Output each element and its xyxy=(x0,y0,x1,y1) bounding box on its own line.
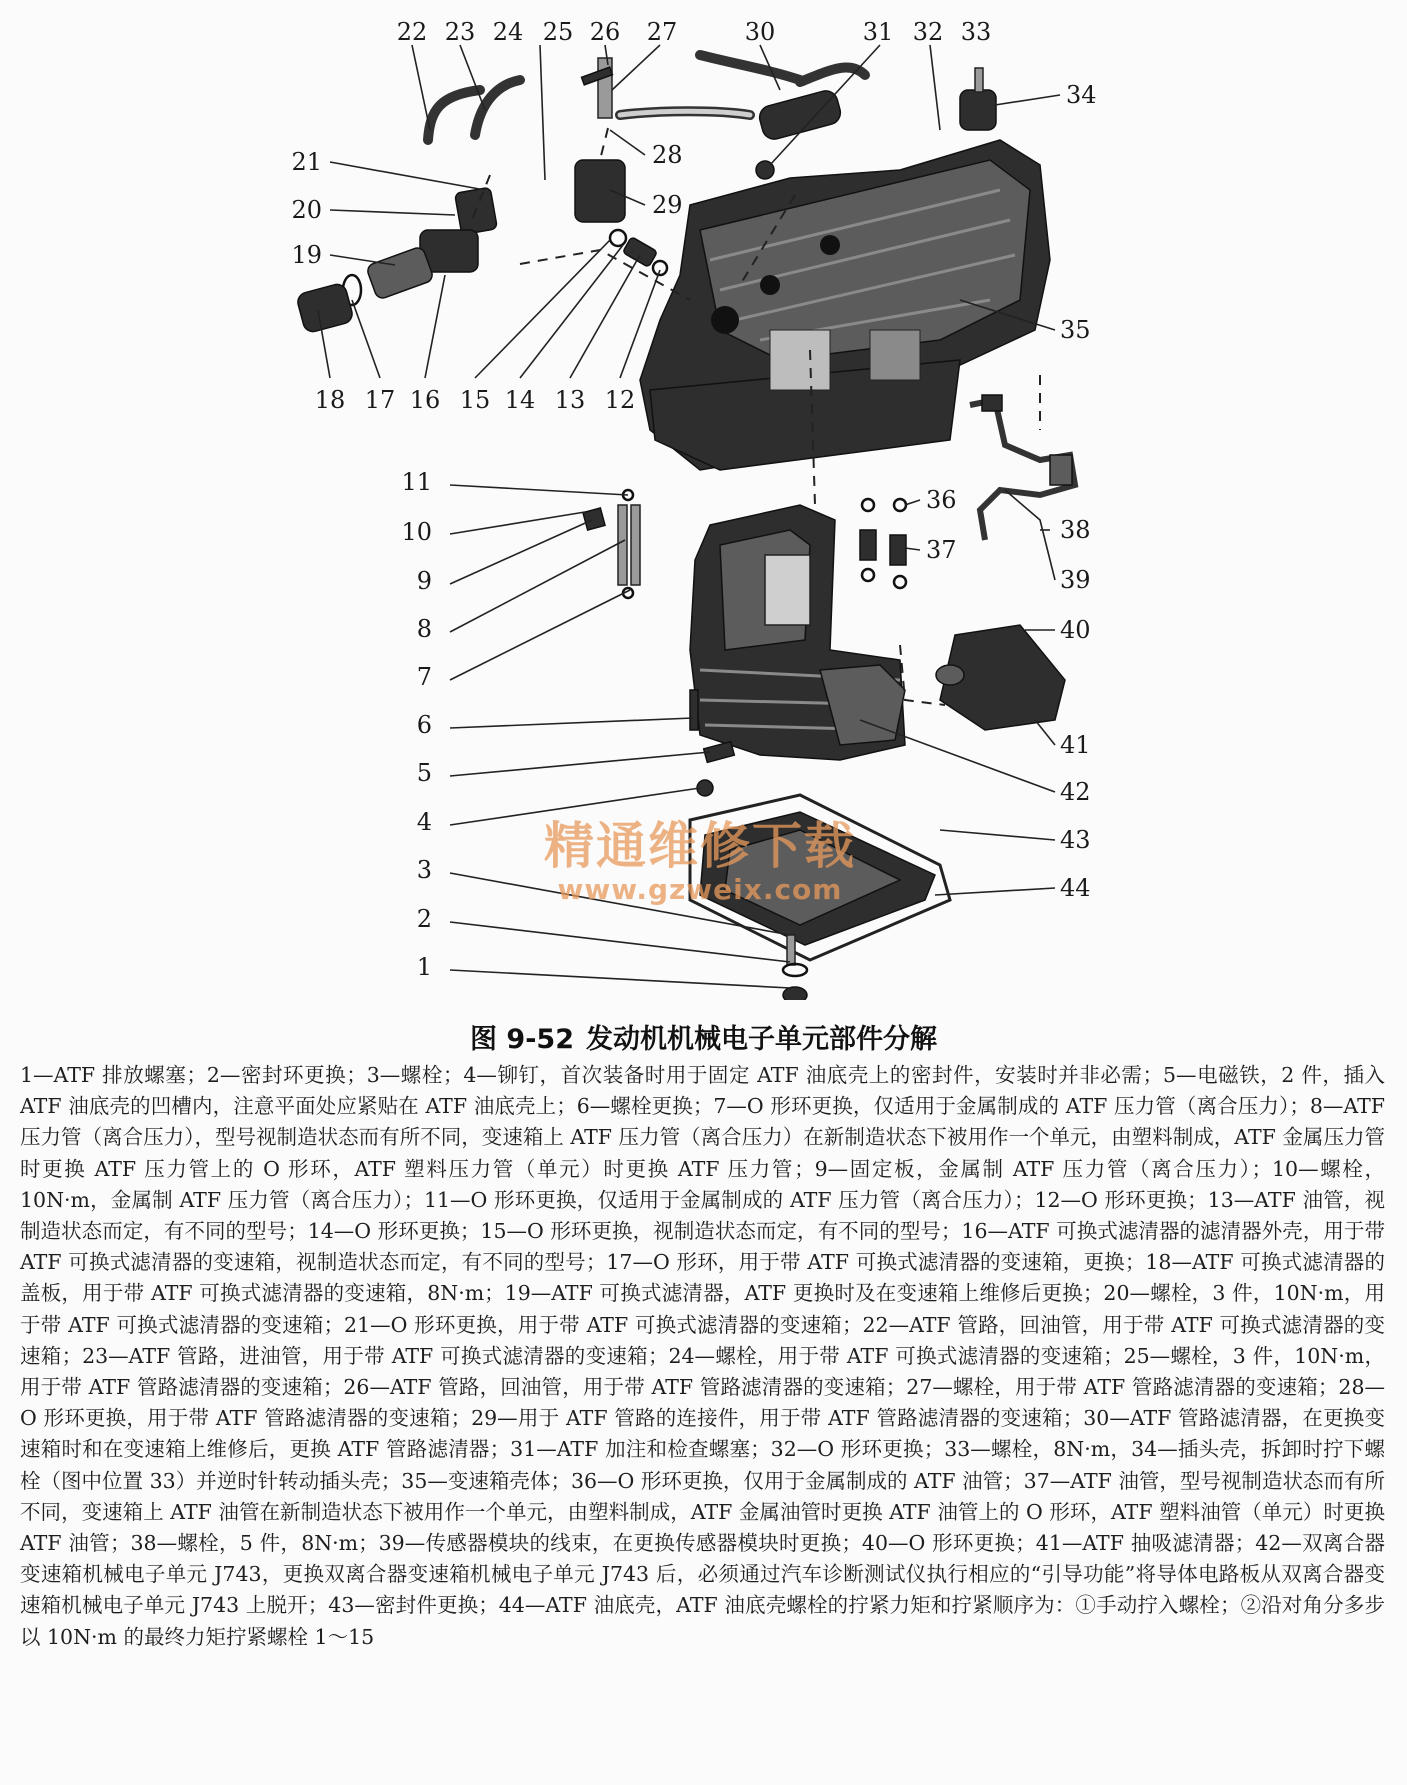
callout-18: 18 xyxy=(314,386,346,414)
callout-23: 23 xyxy=(444,18,476,46)
callout-40: 40 xyxy=(1060,616,1091,644)
callout-8: 8 xyxy=(416,615,432,643)
callout-11: 11 xyxy=(401,468,432,496)
callout-25: 25 xyxy=(542,18,574,46)
callout-14: 14 xyxy=(504,386,536,414)
callout-15: 15 xyxy=(459,386,491,414)
callout-9: 9 xyxy=(416,567,432,595)
callout-29: 29 xyxy=(652,191,683,219)
callout-30: 30 xyxy=(744,18,776,46)
callout-31: 31 xyxy=(862,18,894,46)
watermark-text: 精通维修下载 xyxy=(544,817,856,875)
suction-filter xyxy=(936,625,1065,730)
callout-17: 17 xyxy=(364,386,396,414)
callout-6: 6 xyxy=(416,711,432,739)
callout-21: 21 xyxy=(291,148,322,176)
callout-41: 41 xyxy=(1060,731,1091,759)
callout-22: 22 xyxy=(396,18,428,46)
callout-33: 33 xyxy=(960,18,992,46)
callout-37: 37 xyxy=(926,536,957,564)
callout-2: 2 xyxy=(416,905,432,933)
callout-1: 1 xyxy=(416,953,432,981)
callout-10: 10 xyxy=(401,518,432,546)
callout-35: 35 xyxy=(1060,316,1091,344)
callout-43: 43 xyxy=(1060,826,1091,854)
callout-12: 12 xyxy=(604,386,636,414)
callout-34: 34 xyxy=(1066,81,1097,109)
callout-39: 39 xyxy=(1060,566,1091,594)
parts-legend: 1—ATF 排放螺塞；2—密封环更换；3—螺栓；4—铆钉，首次装备时用于固定 ATF 油底壳上的密封件，安装时并非必需；5—电磁铁，2 件，插入 ATF 油底壳的凹槽内，注意平面处应紧贴在 ATF 油底壳上；6—螺栓更换；7—O 形环更换，仅适用于金属制成的 ATF 压力管（离合压力）；8—ATF 压力管（离合压力），型号视制造状态而有所不同，变速箱上 ATF 压力管（离合压力）在新制造状态下被用作一个单元，由塑料制成，ATF 金属压力管时更换 ATF 压力管上的 O 形环，ATF 塑料压力管（单元）时更换 ATF 压力管；9—固定板，金属制 ATF 压力管（离合压力）；10—螺栓，10N·m，金属制 ATF 压力管（离合压力）；11—O 形环更换，仅适用于金属制成的 ATF 压力管（离合压力）；12—O 形环更换；13—ATF 油管，视制造状态而定，有不同的型号；14—O 形环更换；15—O 形环更换，视制造状态而定，有不同的型号；16—ATF 可换式滤清器的滤清器外壳，用于带 ATF 可换式滤清器的变速箱，视制造状态而定，有不同的型号；17—O 形环，用于带 ATF 可换式滤清器的变速箱，更换；18—ATF 可换式滤清器的盖板，用于带 ATF 可换式滤清器的变速箱，8N·m；19—ATF 可换式滤清器，ATF 更换时及在变速箱上维修后更换；20—螺栓，3 件，10N·m，用于带 ATF 可换式滤清器的变速箱；21—O 形环更换，用于带 ATF 可换式滤清器的变速箱；22—ATF 管路，回油管，用于带 ATF 可换式滤清器的变速箱；23—ATF 管路，进油管，用于带 ATF 可换式滤清器的变速箱；24—螺栓，用于带 ATF 可换式滤清器的变速箱；25—螺栓，3 件，10N·m，用于带 ATF 管路滤清器的变速箱；26—ATF 管路，回油管，用于带 ATF 管路滤清器的变速箱；27—螺栓，用于带 ATF 管路滤清器的变速箱；28—O 形环更换，用于带 ATF 管路滤清器的变速箱；29—用于 ATF 管路的连接件，用于带 ATF 管路滤清器的变速箱；30—ATF 管路滤清器，在更换变速箱时和在变速箱上维修后，更换 ATF 管路滤清器；31—ATF 加注和检查螺塞；32—O 形环更换；33—螺栓，8N·m，34—插头壳，拆卸时拧下螺栓（图中位置 33）并逆时针转动插头壳；35—变速箱壳体；36—O 形环更换，仅用于金属制成的 ATF 油管；37—ATF 油管，型号视制造状态而有所不同，变速箱上 ATF 油管在新制造状态下被用作一个单元，由塑料制成，ATF 金属油管时更换 ATF 油管上的 O 形环，ATF 塑料油管（单元）时更换 ATF 油管；38—螺栓，5 件，8N·m；39—传感器模块的线束，在更换传感器模块时更换；40—O 形环更换；41—ATF 抽吸滤清器；42—双离合器变速箱机械电子单元 J743，更换双离合器变速箱机械电子单元 J743 后，必须通过汽车诊断测试仪执行相应的“引导功能”将导体电路板从双离合器变速箱机械电子单元 J743 上脱开；43—密封件更换；44—ATF 油底壳，ATF 油底壳螺栓的拧紧力矩和拧紧顺序为：①手动拧入螺栓；②沿对角分多步以 10N·m 的最终力矩拧紧螺栓 1～15 xyxy=(20,1063,1385,1649)
callout-7: 7 xyxy=(416,663,432,691)
figure-title: 发动机机械电子单元部件分解 xyxy=(585,1024,937,1055)
figure-caption xyxy=(0,1017,1407,1056)
pipe-connector xyxy=(575,58,625,222)
callout-28: 28 xyxy=(652,141,683,169)
callout-24: 24 xyxy=(492,18,524,46)
line-filter xyxy=(620,55,865,142)
oil-pipes-37 xyxy=(860,499,906,588)
callout-44: 44 xyxy=(1060,874,1091,902)
callout-26: 26 xyxy=(589,18,621,46)
callout-36: 36 xyxy=(926,486,957,514)
callout-27: 27 xyxy=(646,18,678,46)
watermark-url: www.gzweix.com xyxy=(557,873,843,906)
callout-32: 32 xyxy=(912,18,944,46)
callout-3: 3 xyxy=(416,856,432,884)
watermark xyxy=(520,818,880,906)
callout-42: 42 xyxy=(1060,778,1091,806)
callout-20: 20 xyxy=(291,196,322,224)
callout-38: 38 xyxy=(1060,516,1091,544)
callout-16: 16 xyxy=(409,386,441,414)
callout-5: 5 xyxy=(416,759,432,787)
callout-13: 13 xyxy=(554,386,586,414)
callout-19: 19 xyxy=(291,241,322,269)
figure-number: 图 9-52 xyxy=(470,1024,574,1055)
callout-4: 4 xyxy=(416,808,432,836)
plug-housing xyxy=(960,68,996,130)
transmission-housing xyxy=(640,140,1050,470)
